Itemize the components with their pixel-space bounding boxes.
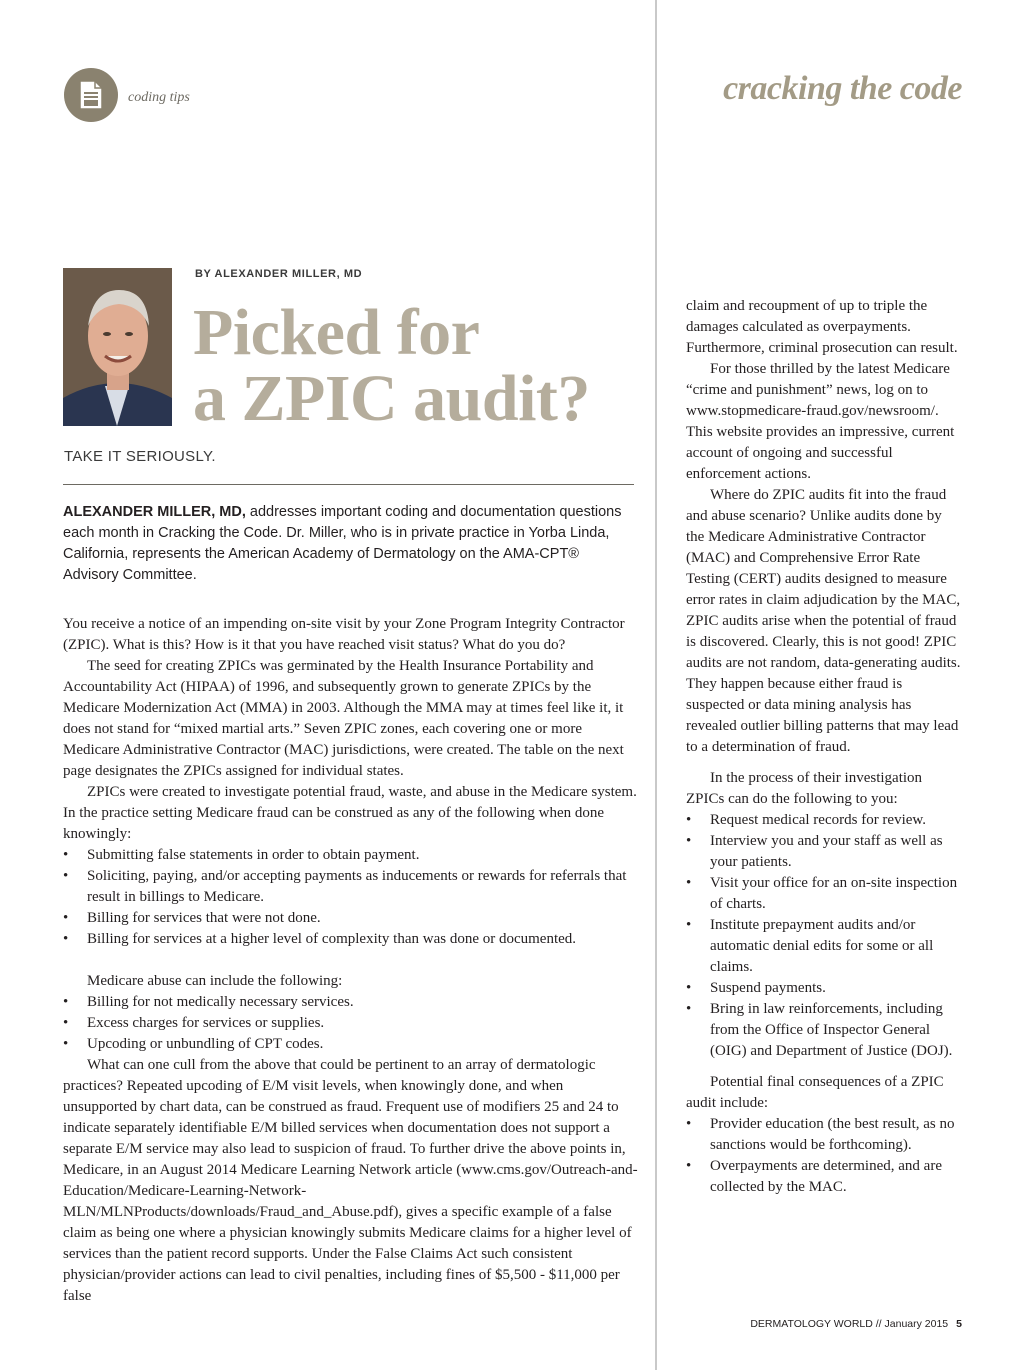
paragraph: Medicare abuse can include the following: bbox=[87, 973, 343, 989]
list-item: • Bring in law reinforcements, including from the Office of Inspector General (OIG) and Department of Justice (DOJ). bbox=[686, 999, 962, 1062]
title-line-2: a ZPIC audit? bbox=[193, 362, 590, 435]
page-number: 5 bbox=[956, 1318, 962, 1330]
paragraph: What can one cull from the above that could be pertinent to an array of dermatologic practices? Repeated upcoding of E/M visit levels, when knowingly done, and when unsupported by chart data, can be construed as fraud. Frequent use of modifiers 25 and 24 to indicate separately identifiable E/M billed services when documentation does not support a separate E/M service may also lead to suspicion of fraud. To further drive the above points in, Medicare, in an August 2014 Medicare Learning Network article (www.cms.gov/Outreach-and-Education/Medicare-Learning-Network-MLN/MLNProducts/downloads/Fraud_and_Abuse.pdf), gives a specific example of a false claim as being one where a physician knowingly submits Medicare claims for a higher level of services than the patient record supports. Under the False Claims Act such consistent physician/provider actions can lead to civil penalties, including fines of $5,500 - $11,000 per false bbox=[63, 1057, 638, 1304]
paragraph: Where do ZPIC audits fit into the fraud and abuse scenario? Unlike audits done by the Medicare Administrative Contractor (MAC) and Comprehensive Error Rate Testing (CERT) audits designed to measure error rates in claim adjudication by the MAC, ZPIC audits arise when the potential of fraud is discovered. Clearly, this is not good! ZPIC audits are not random, data-generating audits. They happen because either fraud is suspected or data mining analysis has revealed outlier billing patterns that may lead to a determination of fraud. bbox=[686, 487, 961, 755]
list-item: • Provider education (the best result, as no sanctions would be forthcoming). bbox=[686, 1114, 962, 1156]
byline: BY ALEXANDER MILLER, MD bbox=[195, 268, 363, 280]
section-label: coding tips bbox=[128, 90, 190, 105]
paragraph: claim and recoupment of up to triple the damages calculated as overpayments. Furthermore, criminal prosecution can result. bbox=[686, 298, 958, 356]
list-item: • Overpayments are determined, and are collected by the MAC. bbox=[686, 1156, 962, 1198]
body-column-2 bbox=[686, 296, 962, 1198]
consequences-list bbox=[686, 1114, 962, 1198]
subhead: TAKE IT SERIOUSLY. bbox=[64, 448, 216, 465]
zpic-actions-list bbox=[686, 810, 962, 1062]
document-icon bbox=[77, 80, 105, 110]
list-item: • Request medical records for review. bbox=[686, 810, 962, 831]
column-brand: cracking the code bbox=[723, 70, 962, 107]
list-item: • Upcoding or unbundling of CPT codes. bbox=[63, 1034, 639, 1055]
page-footer bbox=[660, 1318, 962, 1330]
paragraph: ZPICs were created to investigate potential fraud, waste, and abuse in the Medicare system. In the practice setting Medicare fraud can be construed as any of the following when done knowingly: bbox=[63, 784, 637, 842]
list-item: • Excess charges for services or supplies. bbox=[63, 1013, 639, 1034]
paragraph: The seed for creating ZPICs was germinated by the Health Insurance Portability and Accountability Act (HIPAA) of 1996, and subsequently grown to generate ZPICs by the Medicare Modernization Act (MMA) in 2003. Although the MMA may at times feel like it, it does not stand for “mixed martial arts.” Seven ZPIC zones, each covering one or more Medicare Administrative Contractor (MAC) jurisdictions, were created. The table on the next page designates the ZPICs assigned for individual states. bbox=[63, 658, 624, 779]
list-item: • Billing for services at a higher level of complexity than was done or documented. bbox=[63, 929, 639, 950]
title-line-1: Picked for bbox=[193, 296, 480, 369]
abuse-list bbox=[63, 992, 639, 1055]
paragraph: For those thrilled by the latest Medicare “crime and punishment” news, log on to www.stopmedicare-fraud.gov/newsroom/. This website provides an impressive, current account of ongoing and successful enforcement actions. bbox=[686, 361, 955, 482]
fraud-list bbox=[63, 845, 639, 950]
list-item: • Interview you and your staff as well as your patients. bbox=[686, 831, 962, 873]
paragraph: You receive a notice of an impending on-site visit by your Zone Program Integrity Contractor (ZPIC). What is this? How is it that you have reached visit status? What do you do? bbox=[63, 616, 625, 653]
column-divider bbox=[655, 0, 657, 1370]
list-item: • Submitting false statements in order to obtain payment. bbox=[63, 845, 639, 866]
paragraph: In the process of their investigation ZPICs can do the following to you: bbox=[686, 770, 923, 807]
publication-name: DERMATOLOGY WORLD // January 2015 bbox=[750, 1318, 949, 1330]
coding-tips-badge bbox=[64, 68, 118, 122]
list-item: • Billing for services that were not done. bbox=[63, 908, 639, 929]
author-photo bbox=[63, 268, 172, 426]
list-item: • Suspend payments. bbox=[686, 978, 962, 999]
body-column-1 bbox=[63, 614, 639, 1307]
list-item: • Soliciting, paying, and/or accepting payments as inducements or rewards for referrals that result in billings to Medicare. bbox=[63, 866, 639, 908]
list-item: • Visit your office for an on-site inspection of charts. bbox=[686, 873, 962, 915]
article-title bbox=[193, 296, 633, 435]
divider-rule bbox=[63, 484, 634, 485]
list-item: • Institute prepayment audits and/or automatic denial edits for some or all claims. bbox=[686, 915, 962, 978]
author-bio bbox=[63, 502, 635, 586]
list-item: • Billing for not medically necessary services. bbox=[63, 992, 639, 1013]
paragraph: Potential final consequences of a ZPIC audit include: bbox=[686, 1074, 944, 1111]
bio-name: ALEXANDER MILLER, MD, bbox=[63, 504, 246, 520]
bio-text: addresses important coding and documentation questions each month in Cracking the Code. Dr. Miller, who is in private practice in Yorba Linda, California, represents the American Academy of Dermatology on the AMA-CPT® Advisory Committee. bbox=[63, 504, 622, 583]
